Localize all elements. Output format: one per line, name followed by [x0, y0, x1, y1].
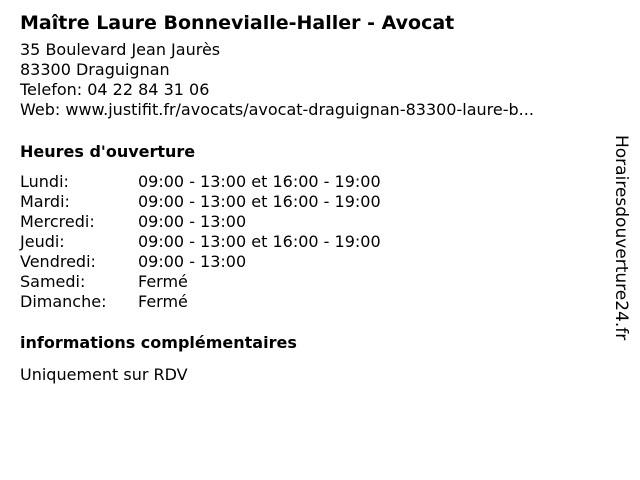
hours-row-saturday — [20, 272, 600, 292]
day-label: Lundi: — [20, 172, 69, 191]
phone-line: Telefon: 04 22 84 31 06 — [20, 80, 210, 99]
time-value: Fermé — [138, 292, 188, 311]
day-label: Mardi: — [20, 192, 70, 211]
hours-row-sunday — [20, 292, 600, 312]
day-label: Mercredi: — [20, 212, 95, 231]
hours-row-wednesday — [20, 212, 600, 232]
hours-row-thursday — [20, 232, 600, 252]
address-street: 35 Boulevard Jean Jaurès — [20, 40, 221, 59]
day-label: Jeudi: — [20, 232, 65, 251]
hours-row-tuesday — [20, 192, 600, 212]
day-label: Vendredi: — [20, 252, 96, 271]
hours-row-monday — [20, 172, 600, 192]
day-label: Samedi: — [20, 272, 86, 291]
additional-info-text: Uniquement sur RDV — [20, 365, 188, 384]
hours-row-friday — [20, 252, 600, 272]
day-label: Dimanche: — [20, 292, 107, 311]
business-card — [20, 10, 600, 385]
time-value: 09:00 - 13:00 et 16:00 - 19:00 — [138, 232, 381, 251]
opening-hours-list — [20, 172, 600, 312]
time-value: 09:00 - 13:00 et 16:00 - 19:00 — [138, 192, 381, 211]
time-value: 09:00 - 13:00 et 16:00 - 19:00 — [138, 172, 381, 191]
opening-hours-heading: Heures d'ouverture — [20, 142, 196, 161]
web-link[interactable]: Web: www.justifit.fr/avocats/avocat-draguignan-83300-laure-b... — [20, 100, 534, 119]
site-watermark: Horairesdouverture24.fr — [611, 135, 631, 341]
time-value: 09:00 - 13:00 — [138, 252, 247, 271]
business-title: Maître Laure Bonnevialle-Haller - Avocat — [20, 12, 455, 34]
address-city: 83300 Draguignan — [20, 60, 170, 79]
additional-info-heading: informations complémentaires — [20, 333, 297, 352]
time-value: 09:00 - 13:00 — [138, 212, 247, 231]
time-value: Fermé — [138, 272, 188, 291]
